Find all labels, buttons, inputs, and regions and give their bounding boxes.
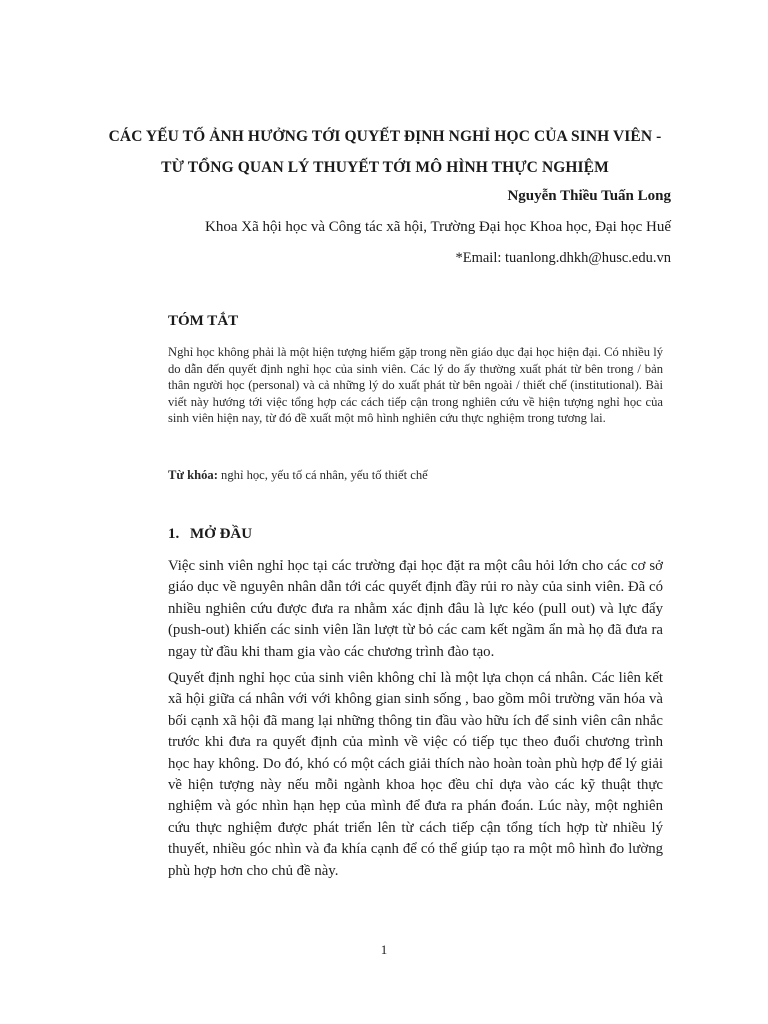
paper-title-line-2: TỪ TỔNG QUAN LÝ THUYẾT TỚI MÔ HÌNH THỰC NGHIỆM	[161, 159, 609, 176]
abstract-body: Nghỉ học không phải là một hiện tượng hiếm gặp trong nền giáo dục đại học hiện đại. Có nhiều lý do dẫn đến quyết định nghỉ học của sinh viên. Các lý do ấy thường xuất phát từ bên trong / bản thân người học (personal) và cả những lý do xuất phát từ bên ngoài / thiết chế (institutional). Bài viết này hướng tới việc tổng hợp các cách tiếp cận trong nghiên cứu về hiện tượng nghỉ học của sinh viên hiện nay, từ đó đề xuất một mô hình nghiên cứu thực nghiệm trong tương lai.	[168, 345, 663, 426]
author-name: Nguyễn Thiều Tuấn Long	[507, 188, 671, 204]
abstract-heading: TÓM TẮT	[168, 313, 239, 329]
keywords-label: Từ khóa:	[168, 468, 218, 482]
section-number: 1.	[168, 526, 180, 542]
body-paragraph-1: Việc sinh viên nghỉ học tại các trường đại học đặt ra một câu hỏi lớn cho các cơ sở giáo dục về nguyên nhân dẫn tới các quyết định đầy rủi ro này của sinh viên. Đã có nhiều nghiên cứu được đưa ra nhằm xác định đâu là lực kéo (pull out) và lực đẩy (push-out) khiến các sinh viên lần lượt từ bỏ các cam kết ngầm ẩn mà họ đã đưa ra ngay từ đầu khi tham gia vào các chương trình đào tạo.	[168, 558, 663, 660]
keywords-list: nghỉ học, yếu tố cá nhân, yếu tố thiết chế	[217, 468, 428, 482]
author-email: *Email: tuanlong.dhkh@husc.edu.vn	[455, 250, 671, 266]
author-affiliation: Khoa Xã hội học và Công tác xã hội, Trường Đại học Khoa học, Đại học Huế	[205, 219, 671, 235]
paper-title-line-1: CÁC YẾU TỐ ẢNH HƯỞNG TỚI QUYẾT ĐỊNH NGHỈ HỌC CỦA SINH VIÊN -	[108, 128, 662, 145]
body-paragraph-2: Quyết định nghỉ học của sinh viên không chỉ là một lựa chọn cá nhân. Các liên kết xã hội giữa cá nhân với với không gian sinh sống , bao gồm môi trường văn hóa và bối cạnh xã hội đã mang lại những thông tin đầu vào hữu ích để sinh viên cân nhắc trước khi đưa ra quyết định của mình về việc có tiếp tục theo đuổi chương trình học hay không. Do đó, khó có một cách giải thích nào hoàn toàn phù hợp để lý giải về hiện tượng này nếu mỗi ngành khoa học đều chỉ dựa vào các kỹ thuật thực nghiệm và góc nhìn hạn hẹp của mình để đưa ra phán đoán. Lúc này, một nghiên cứu thực nghiệm được phát triển lên từ cách tiếp cận tổng tích hợp từ nhiều lý thuyết, nhiều góc nhìn và đa khía cạnh để có thể giúp tạo ra một mô hình đo lường phù hợp hơn cho chủ đề này.	[168, 670, 663, 879]
section-title: MỞ ĐẦU	[190, 526, 253, 542]
section-heading	[168, 526, 252, 543]
page-number: 1	[380, 942, 388, 957]
keywords	[168, 467, 663, 484]
